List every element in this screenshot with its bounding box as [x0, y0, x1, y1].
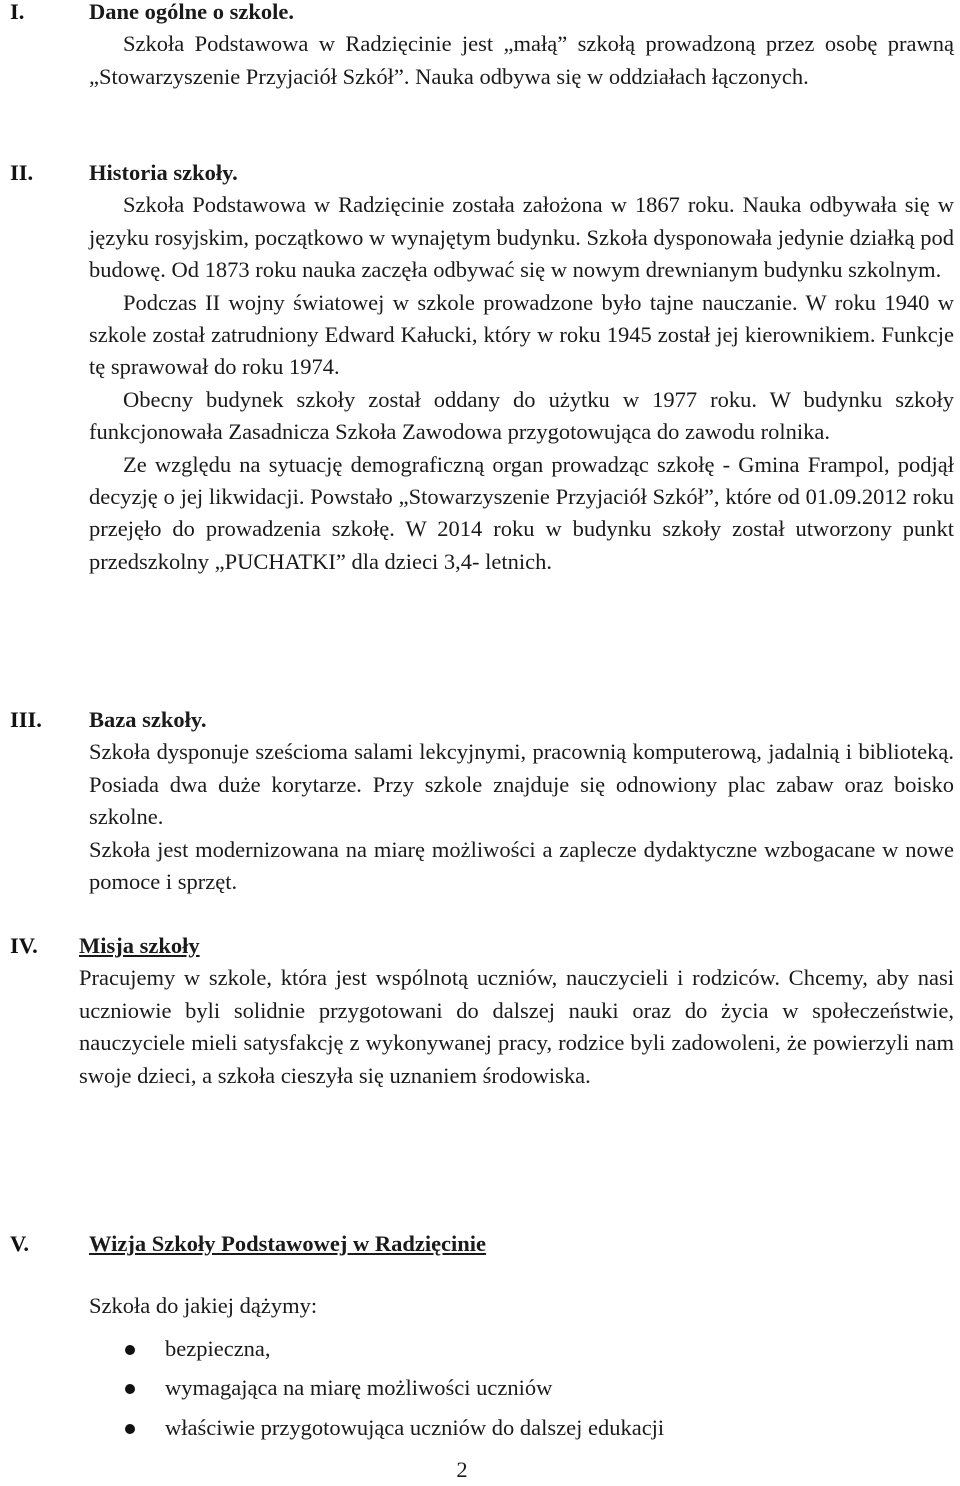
section-title: Wizja Szkoły Podstawowej w Radzięcinie — [89, 1231, 487, 1256]
paragraph: Pracujemy w szkole, która jest wspólnotą uczniów, nauczycieli i rodziców. Chcemy, aby nasi uczniowie byli solidnie przygotowani do dalszej nauki oraz do życia w społeczeństwie, nauczyciele mieli satysfakcję z wykonywanej pracy, rodzice byli zadowoleni, że powierzyli nam swoje dzieci, a szkoła cieszyła się uznaniem środowiska. — [79, 965, 954, 1088]
list-item — [0, 1333, 954, 1365]
list-item — [0, 1412, 954, 1444]
paragraph: Ze względu na sytuację demograficzną organ prowadząc szkołę - Gmina Frampol, podjął decyzję o jej likwidacji. Powstało „Stowarzyszenie Przyjaciół Szkół”, które od 01.09.2012 roku przejęło do prowadzenia szkołę. W 2014 roku w budynku szkoły został utworzony punkt przedszkolny „PUCHATKI” dla dzieci 3,4- letnich. — [89, 451, 954, 574]
section-content — [79, 930, 954, 1092]
section-title: Baza szkoły. — [89, 707, 207, 732]
section-title: Misja szkoły — [79, 933, 200, 958]
section-number: I. — [10, 0, 25, 24]
list-item — [0, 1372, 954, 1404]
section-content — [89, 704, 954, 898]
section-number: IV. — [10, 933, 38, 958]
paragraph: Szkoła Podstawowa w Radzięcinie została założona w 1867 roku. Nauka odbywała się w języku rosyjskim, początkowo w wynajętym budynku. Szkoła dysponowała jedynie działką pod budowę. Od 1873 roku nauka zaczęła odbywać się w nowym drewnianym budynku szkolnym. — [89, 192, 954, 283]
paragraph: Szkoła Podstawowa w Radzięcinie jest „małą” szkołą prowadzoną przez osobę prawną „Stowarzyszenie Przyjaciół Szkół”. Nauka odbywa się w oddziałach łączonych. — [89, 31, 954, 89]
list-item-text: właściwie przygotowująca uczniów do dalszej edukacji — [165, 1414, 665, 1440]
section-number: V. — [10, 1231, 29, 1256]
list-item-text: wymagająca na miarę możliwości uczniów — [165, 1375, 553, 1401]
paragraph: Szkoła dysponuje sześcioma salami lekcyjnymi, pracownią komputerową, jadalnią i biblioteką. Posiada dwa duże korytarze. Przy szkole znajduje się odnowiony plac zabaw oraz boisko szkolne. — [89, 739, 954, 830]
paragraph: Obecny budynek szkoły został oddany do użytku w 1977 roku. W budynku szkoły funkcjonowała Zasadnicza Szkoła Zawodowa przygotowująca do zawodu rolnika. — [89, 386, 954, 445]
section-title: Dane ogólne o szkole. — [89, 0, 294, 24]
paragraph: Podczas II wojny światowej w szkole prowadzone było tajne nauczanie. W roku 1940 w szkole został zatrudniony Edward Kałucki, który w roku 1945 został jej kierownikiem. Funkcje tę sprawował do roku 1974. — [89, 289, 954, 380]
page-number: 2 — [456, 1457, 468, 1482]
section-title: Historia szkoły. — [89, 160, 238, 185]
section-number: III. — [10, 707, 42, 732]
bullet-list — [0, 1333, 954, 1444]
section-content — [89, 0, 954, 93]
bullets-intro: Szkoła do jakiej dążymy: — [89, 1293, 318, 1319]
list-item-text: bezpieczna, — [165, 1335, 271, 1361]
bullet-icon — [125, 1345, 135, 1355]
section-number: II. — [10, 160, 34, 185]
section-content — [89, 1228, 954, 1451]
paragraph: Szkoła jest modernizowana na miarę możliwości a zaplecze dydaktyczne wzbogacane w nowe pomoce i sprzęt. — [89, 836, 954, 895]
bullet-icon — [125, 1384, 135, 1394]
bullet-icon — [125, 1424, 135, 1434]
section-content — [89, 157, 954, 578]
